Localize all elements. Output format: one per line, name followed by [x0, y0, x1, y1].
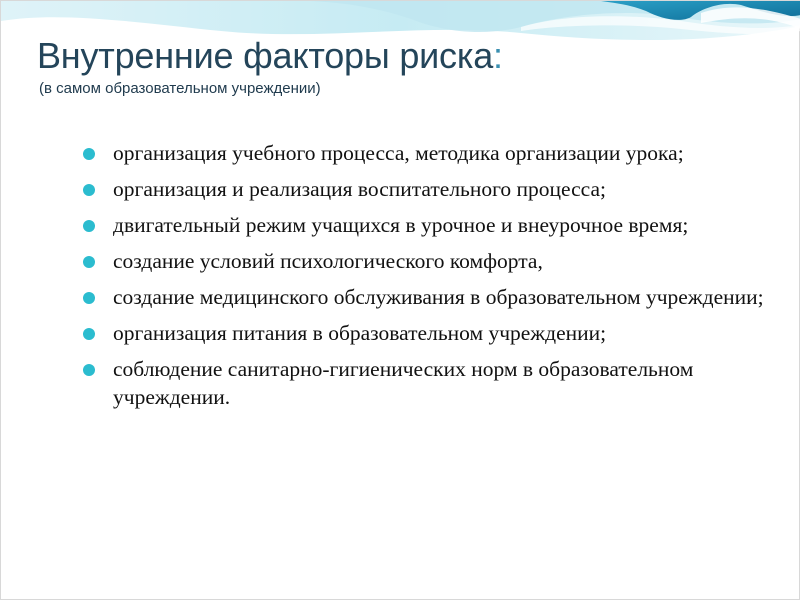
bullet-list: [83, 139, 773, 419]
bullet-dot-icon: [83, 184, 95, 196]
bullet-dot-icon: [83, 364, 95, 376]
list-item: [83, 355, 773, 411]
slide-title-text: Внутренние факторы риска: [37, 35, 494, 76]
list-item-text: организация учебного процесса, методика организации урока;: [113, 141, 684, 165]
slide-title: [37, 35, 503, 77]
slide-subtitle: (в самом образовательном учреждении): [39, 80, 321, 97]
list-item-text: двигательный режим учащихся в урочное и внеурочное время;: [113, 213, 689, 237]
bullet-dot-icon: [83, 220, 95, 232]
list-item: [83, 175, 773, 203]
list-item: [83, 211, 773, 239]
list-item: [83, 319, 773, 347]
bullet-dot-icon: [83, 328, 95, 340]
list-item-text: создание условий психологического комфорта,: [113, 249, 543, 273]
bullet-dot-icon: [83, 148, 95, 160]
list-item: [83, 283, 773, 311]
list-item-text: соблюдение санитарно-гигиенических норм в образовательном учреждении.: [113, 357, 694, 409]
list-item: [83, 139, 773, 167]
bullet-dot-icon: [83, 292, 95, 304]
list-item-text: организация и реализация воспитательного процесса;: [113, 177, 606, 201]
list-item-text: создание медицинского обслуживания в образовательном учреждении;: [113, 285, 764, 309]
list-item-text: организация питания в образовательном учреждении;: [113, 321, 607, 345]
slide-title-colon: :: [493, 35, 503, 76]
bullet-dot-icon: [83, 256, 95, 268]
list-item: [83, 247, 773, 275]
